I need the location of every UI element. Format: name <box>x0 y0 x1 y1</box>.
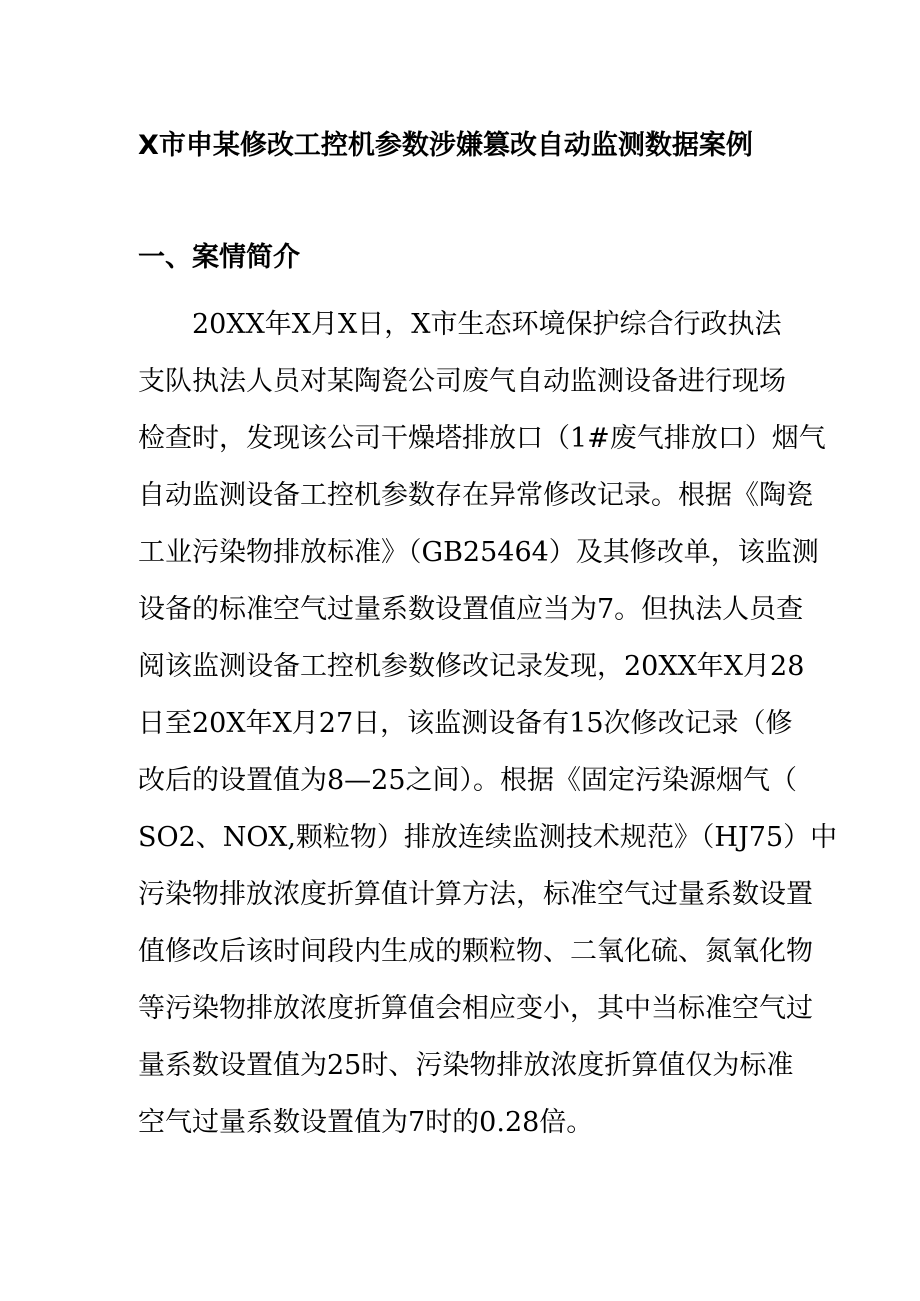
paragraph-line: 支队执法人员对某陶瓷公司废气自动监测设备进行现场 <box>138 366 786 397</box>
paragraph-line: 阅该监测设备工控机参数修改记录发现，20XX年X月28 <box>138 651 805 682</box>
paragraph-line: 20XX年X月X日，X市生态环境保护综合行政执法 <box>138 309 782 340</box>
paragraph-line: 量系数设置值为25时、污染物排放浓度折算值仅为标准 <box>138 1050 794 1081</box>
paragraph-line: 值修改后该时间段内生成的颗粒物、二氧化硫、氮氧化物 <box>138 936 813 967</box>
paragraph-line: 设备的标准空气过量系数设置值应当为7。但执法人员查 <box>138 594 804 625</box>
paragraph-line: SO2、NOX,颗粒物）排放连续监测技术规范》（HJ75）中 <box>138 822 838 853</box>
paragraph-line: 改后的设置值为8—25之间）。根据《固定污染源烟气（ <box>138 765 798 796</box>
paragraph-line: 空气过量系数设置值为7时的0.28倍。 <box>138 1107 594 1138</box>
paragraph-line: 等污染物排放浓度折算值会相应变小，其中当标准空气过 <box>138 993 813 1024</box>
paragraph-line: 日至20X年X月27日，该监测设备有15次修改记录（修 <box>138 708 793 739</box>
paragraph-line: 污染物排放浓度折算值计算方法，标准空气过量系数设置 <box>138 879 813 910</box>
document-title: X市申某修改工控机参数涉嫌篡改自动监测数据案例 <box>138 130 753 161</box>
paragraph-line: 自动监测设备工控机参数存在异常修改记录。根据《陶瓷 <box>138 480 813 511</box>
paragraph-line: 工业污染物排放标准》（GB25464）及其修改单，该监测 <box>138 537 819 568</box>
section-heading: 一、案情简介 <box>138 242 300 273</box>
paragraph-line: 检查时，发现该公司干燥塔排放口（1#废气排放口）烟气 <box>138 423 826 454</box>
